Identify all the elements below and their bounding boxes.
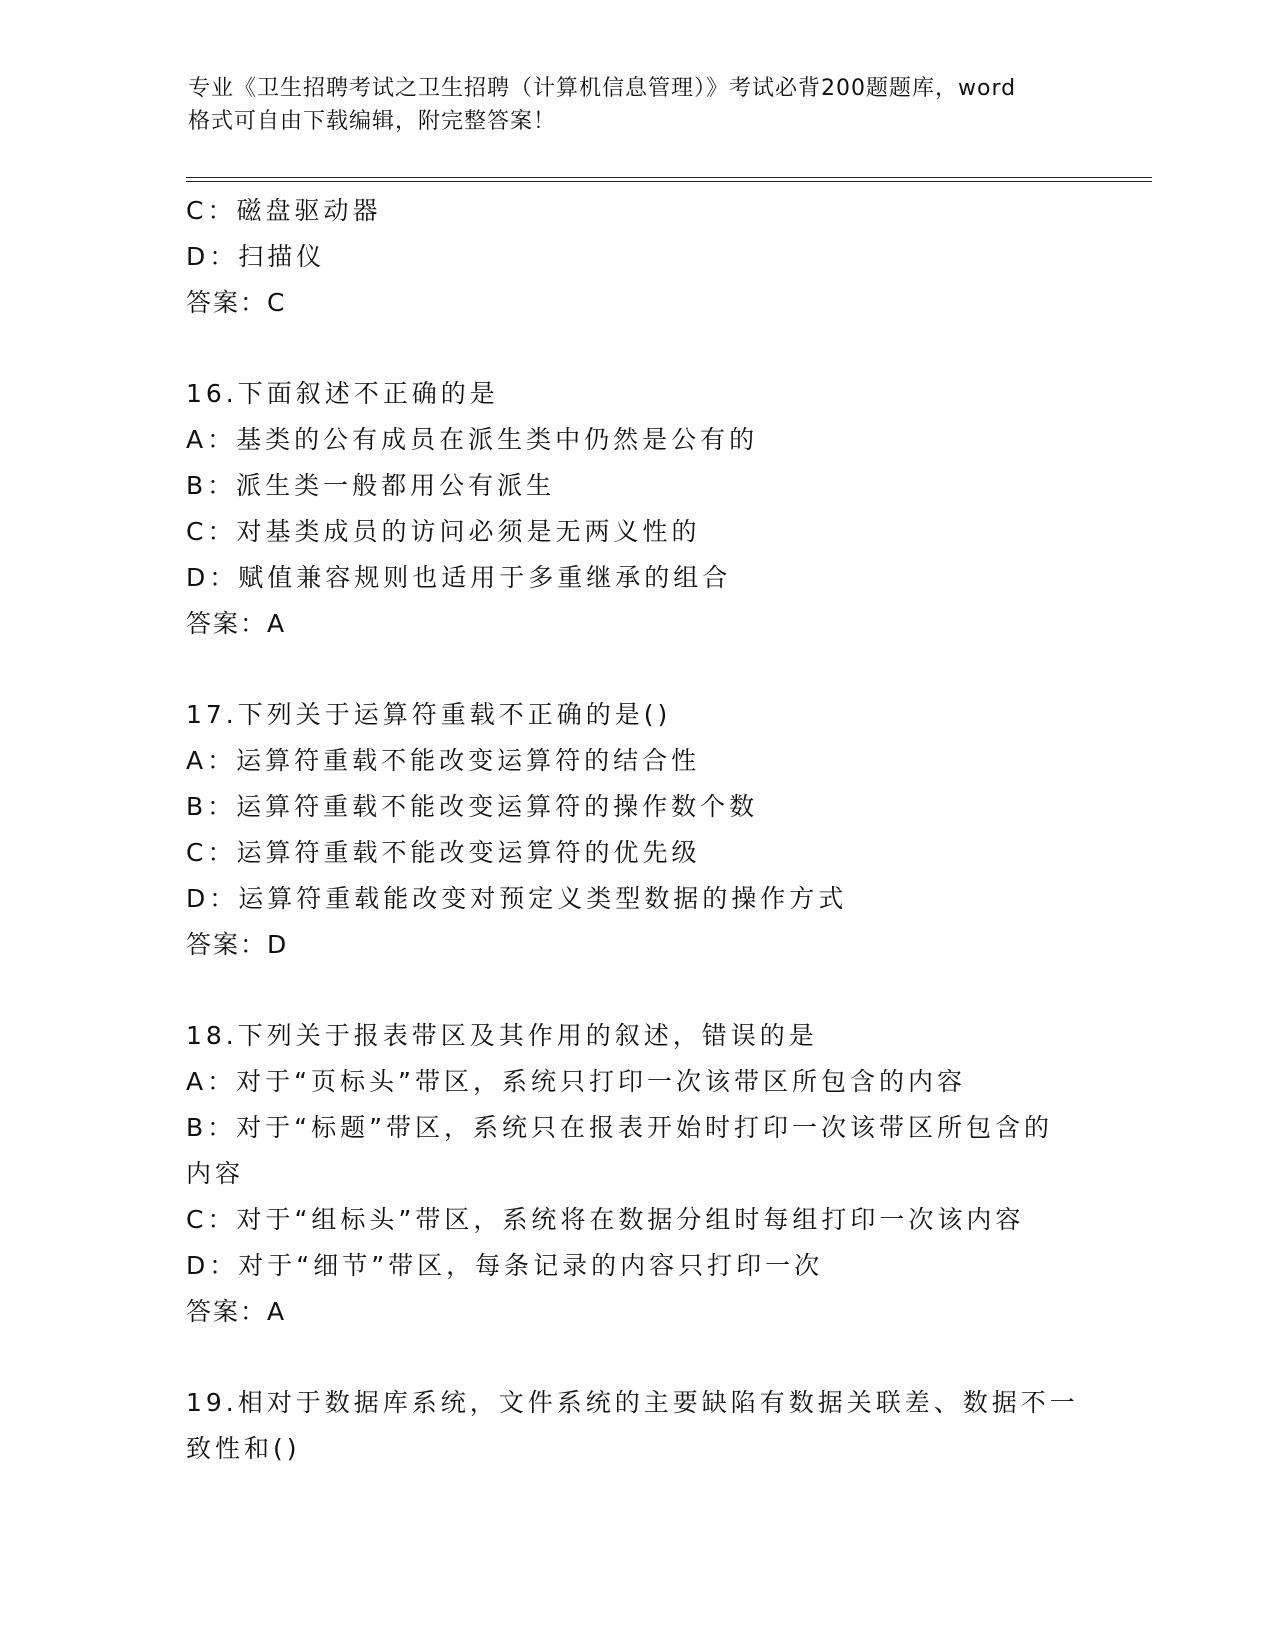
page-header [188,72,1088,138]
option-b-line-1: B：对于“标题”带区，系统只在报表开始时打印一次该带区所包含的 [186,1113,1054,1142]
option-c: C：磁盘驱动器 [186,196,382,225]
spacer [186,326,1086,371]
answer: 答案：D [186,930,289,959]
header-divider [186,177,1152,182]
option-b-line-2: 内容 [186,1159,245,1188]
spacer [186,647,1086,692]
question-18 [186,1013,1086,1335]
question-16 [186,371,1086,647]
header-line-1: 专业《卫生招聘考试之卫生招聘（计算机信息管理）》考试必背200题题库，word [188,76,1017,101]
option-a: A：对于“页标头”带区，系统只打印一次该带区所包含的内容 [186,1067,967,1096]
question-19 [186,1380,1086,1472]
option-d: D：对于“细节”带区，每条记录的内容只打印一次 [186,1251,824,1280]
spacer [186,968,1086,1013]
option-c: C：运算符重载不能改变运算符的优先级 [186,838,701,867]
document-body [186,188,1086,1472]
option-c: C：对于“组标头”带区，系统将在数据分组时每组打印一次该内容 [186,1205,1025,1234]
question-15-tail [186,188,1086,326]
option-d: D：扫描仪 [186,242,326,271]
question-stem: 17.下列关于运算符重载不正确的是() [186,700,672,729]
option-b: B：运算符重载不能改变运算符的操作数个数 [186,792,759,821]
question-stem-line-2: 致性和() [186,1434,301,1463]
option-d: D：运算符重载能改变对预定义类型数据的操作方式 [186,884,848,913]
answer: 答案：C [186,288,287,317]
option-a: A：运算符重载不能改变运算符的结合性 [186,746,701,775]
option-a: A：基类的公有成员在派生类中仍然是公有的 [186,425,759,454]
option-b: B：派生类一般都用公有派生 [186,471,556,500]
answer: 答案：A [186,609,287,638]
option-c: C：对基类成员的访问必须是无两义性的 [186,517,701,546]
spacer [186,1335,1086,1380]
option-d: D：赋值兼容规则也适用于多重继承的组合 [186,563,732,592]
question-17 [186,692,1086,968]
answer: 答案：A [186,1297,287,1326]
question-stem-line-1: 19.相对于数据库系统，文件系统的主要缺陷有数据关联差、数据不一 [186,1388,1079,1417]
question-stem: 18.下列关于报表带区及其作用的叙述，错误的是 [186,1021,818,1050]
question-stem: 16.下面叙述不正确的是 [186,379,499,408]
header-line-2: 格式可自由下载编辑，附完整答案！ [188,109,557,134]
